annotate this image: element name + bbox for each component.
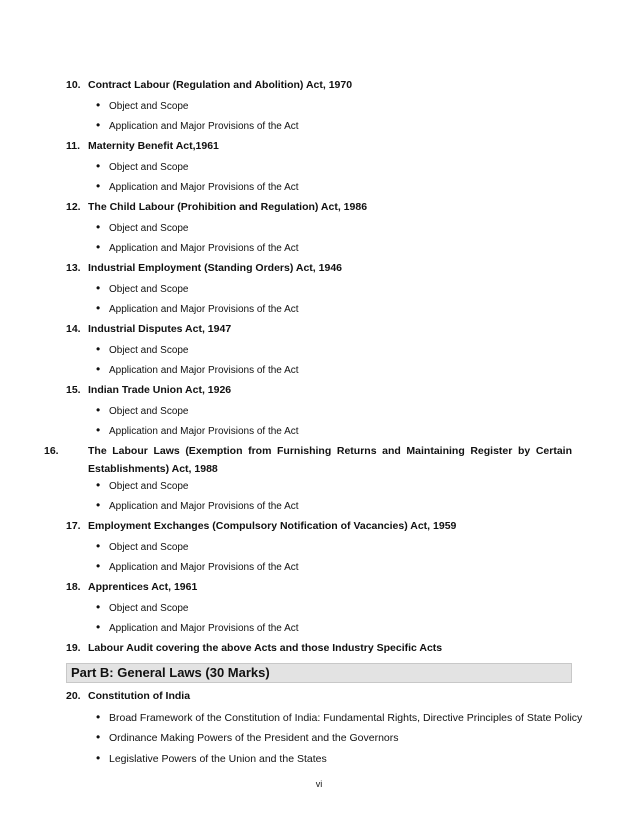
list-item: • Ordinance Making Powers of the President and the Governors	[96, 730, 399, 744]
bullet-icon: •	[96, 498, 101, 512]
bullet-icon: •	[96, 730, 101, 744]
page-number: vi	[315, 779, 323, 789]
list-item: • Object and Scope	[96, 159, 189, 173]
bullet-icon: •	[96, 98, 101, 112]
list-item: • Object and Scope	[96, 403, 189, 417]
list-item: • Object and Scope	[96, 478, 189, 492]
bullet-icon: •	[96, 220, 101, 234]
bullet-icon: •	[96, 403, 101, 417]
bullet-icon: •	[96, 620, 101, 634]
list-item: • Object and Scope	[96, 281, 189, 295]
list-item: • Application and Major Provisions of the Act	[96, 362, 299, 376]
list-item: • Broad Framework of the Constitution of India: Fundamental Rights, Directive Principles of State Policy	[96, 710, 583, 724]
list-item: • Object and Scope	[96, 220, 189, 234]
item-title: 17. Employment Exchanges (Compulsory Notification of Vacancies) Act, 1959	[66, 520, 457, 532]
item-title: 16. The Labour Laws (Exemption from Furnishing Returns and Maintaining Register by Certain Establishments) Act, 1988	[44, 445, 572, 475]
item-title: 11. Maternity Benefit Act,1961	[66, 140, 219, 152]
list-item: • Object and Scope	[96, 98, 189, 112]
list-item: • Legislative Powers of the Union and the States	[96, 751, 327, 765]
bullet-icon: •	[96, 179, 101, 193]
bullet-icon: •	[96, 539, 101, 553]
list-item: • Application and Major Provisions of the Act	[96, 620, 299, 634]
bullet-icon: •	[96, 301, 101, 315]
bullet-icon: •	[96, 240, 101, 254]
bullet-icon: •	[96, 478, 101, 492]
list-item: • Application and Major Provisions of the Act	[96, 179, 299, 193]
item-title: 18. Apprentices Act, 1961	[66, 581, 198, 593]
item-title: 15. Indian Trade Union Act, 1926	[66, 384, 232, 396]
list-item: • Application and Major Provisions of the Act	[96, 240, 299, 254]
item-title: 19. Labour Audit covering the above Acts and those Industry Specific Acts	[66, 642, 443, 654]
list-item: • Application and Major Provisions of the Act	[96, 498, 299, 512]
bullet-icon: •	[96, 710, 101, 724]
list-item: • Object and Scope	[96, 600, 189, 614]
bullet-icon: •	[96, 159, 101, 173]
bullet-icon: •	[96, 118, 101, 132]
item-title: 12. The Child Labour (Prohibition and Regulation) Act, 1986	[66, 201, 368, 213]
list-item: • Application and Major Provisions of the Act	[96, 118, 299, 132]
item-title: 13. Industrial Employment (Standing Orders) Act, 1946	[66, 262, 342, 274]
bullet-icon: •	[96, 362, 101, 376]
item-title: 14. Industrial Disputes Act, 1947	[66, 323, 232, 335]
list-item: • Application and Major Provisions of the Act	[96, 301, 299, 315]
bullet-icon: •	[96, 751, 101, 765]
bullet-icon: •	[96, 342, 101, 356]
section-header-part-b: Part B: General Laws (30 Marks)	[66, 663, 572, 683]
list-item: • Object and Scope	[96, 539, 189, 553]
bullet-icon: •	[96, 559, 101, 573]
list-item: • Application and Major Provisions of the Act	[96, 559, 299, 573]
bullet-icon: •	[96, 600, 101, 614]
list-item: • Application and Major Provisions of the Act	[96, 423, 299, 437]
item-title: 20. Constitution of India	[66, 690, 191, 702]
item-title: 10. Contract Labour (Regulation and Abolition) Act, 1970	[66, 79, 353, 91]
bullet-icon: •	[96, 281, 101, 295]
bullet-icon: •	[96, 423, 101, 437]
list-item: • Object and Scope	[96, 342, 189, 356]
